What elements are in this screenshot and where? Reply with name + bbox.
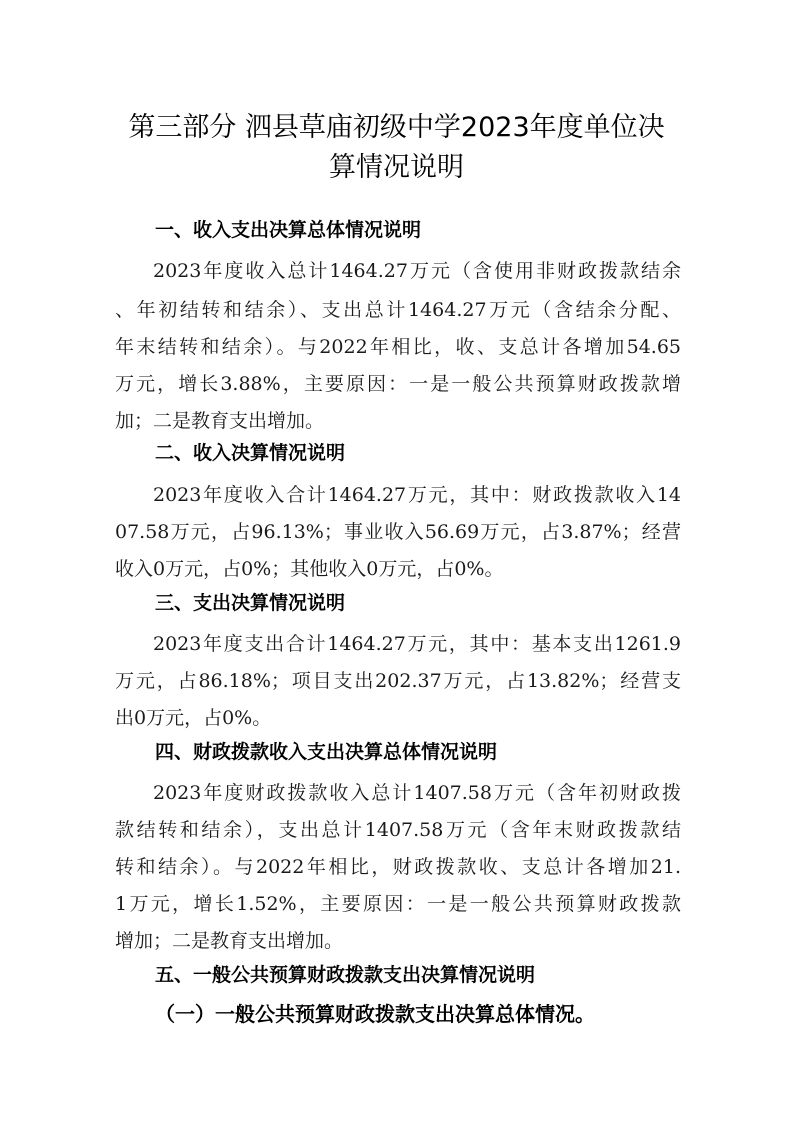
paragraph-line: 万元，增长3.88%，主要原因：一是一般公共预算财政拨款增 (115, 373, 681, 395)
paragraph-line: 、年初结转和结余）、支出总计1464.27万元（含结余分配、 (115, 299, 681, 321)
paragraph-line: 收入0万元，占0%；其他收入0万元，占0%。 (115, 558, 504, 580)
paragraph-line: 转和结余）。与2022年相比，财政拨款收、支总计各增加21. (115, 856, 681, 878)
paragraph-line: 加；二是教育支出增加。 (115, 410, 325, 432)
section-heading-general-public-budget: 五、一般公共预算财政拨款支出决算情况说明 (155, 964, 536, 986)
paragraph-line: 1万元，增长1.52%，主要原因：一是一般公共预算财政拨款 (115, 893, 681, 915)
section-heading-income-expenditure-total: 一、收入支出决算总体情况说明 (155, 219, 422, 241)
document-title-line-1: 第三部分 泗县草庙初级中学2023年度单位决 (128, 112, 665, 143)
section-heading-income: 二、收入决算情况说明 (155, 442, 346, 464)
paragraph-line: 增加；二是教育支出增加。 (115, 930, 344, 952)
paragraph-line: 2023年度支出合计1464.27万元，其中：基本支出1261.9 (153, 633, 681, 655)
paragraph-line: 出0万元，占0%。 (115, 707, 272, 729)
paragraph-line: 年末结转和结余）。与2022年相比，收、支总计各增加54.65 (115, 336, 681, 358)
paragraph-line: 2023年度收入合计1464.27万元，其中：财政拨款收入14 (153, 484, 681, 506)
section-heading-fiscal-appropriation: 四、财政拨款收入支出决算总体情况说明 (155, 741, 498, 763)
subsection-heading: （一）一般公共预算财政拨款支出决算总体情况。 (155, 1002, 595, 1026)
paragraph-line: 款结转和结余），支出总计1407.58万元（含年末财政拨款结 (115, 819, 681, 841)
paragraph-line: 2023年度收入总计1464.27万元（含使用非财政拨款结余 (153, 260, 681, 282)
document-title-line-2: 算情况说明 (329, 152, 464, 183)
paragraph-line: 万元，占86.18%；项目支出202.37万元，占13.82%；经营支 (115, 670, 681, 692)
paragraph-line: 07.58万元，占96.13%；事业收入56.69万元，占3.87%；经营 (115, 521, 681, 543)
section-heading-expenditure: 三、支出决算情况说明 (155, 592, 346, 614)
paragraph-line: 2023年度财政拨款收入总计1407.58万元（含年初财政拨 (153, 782, 681, 804)
